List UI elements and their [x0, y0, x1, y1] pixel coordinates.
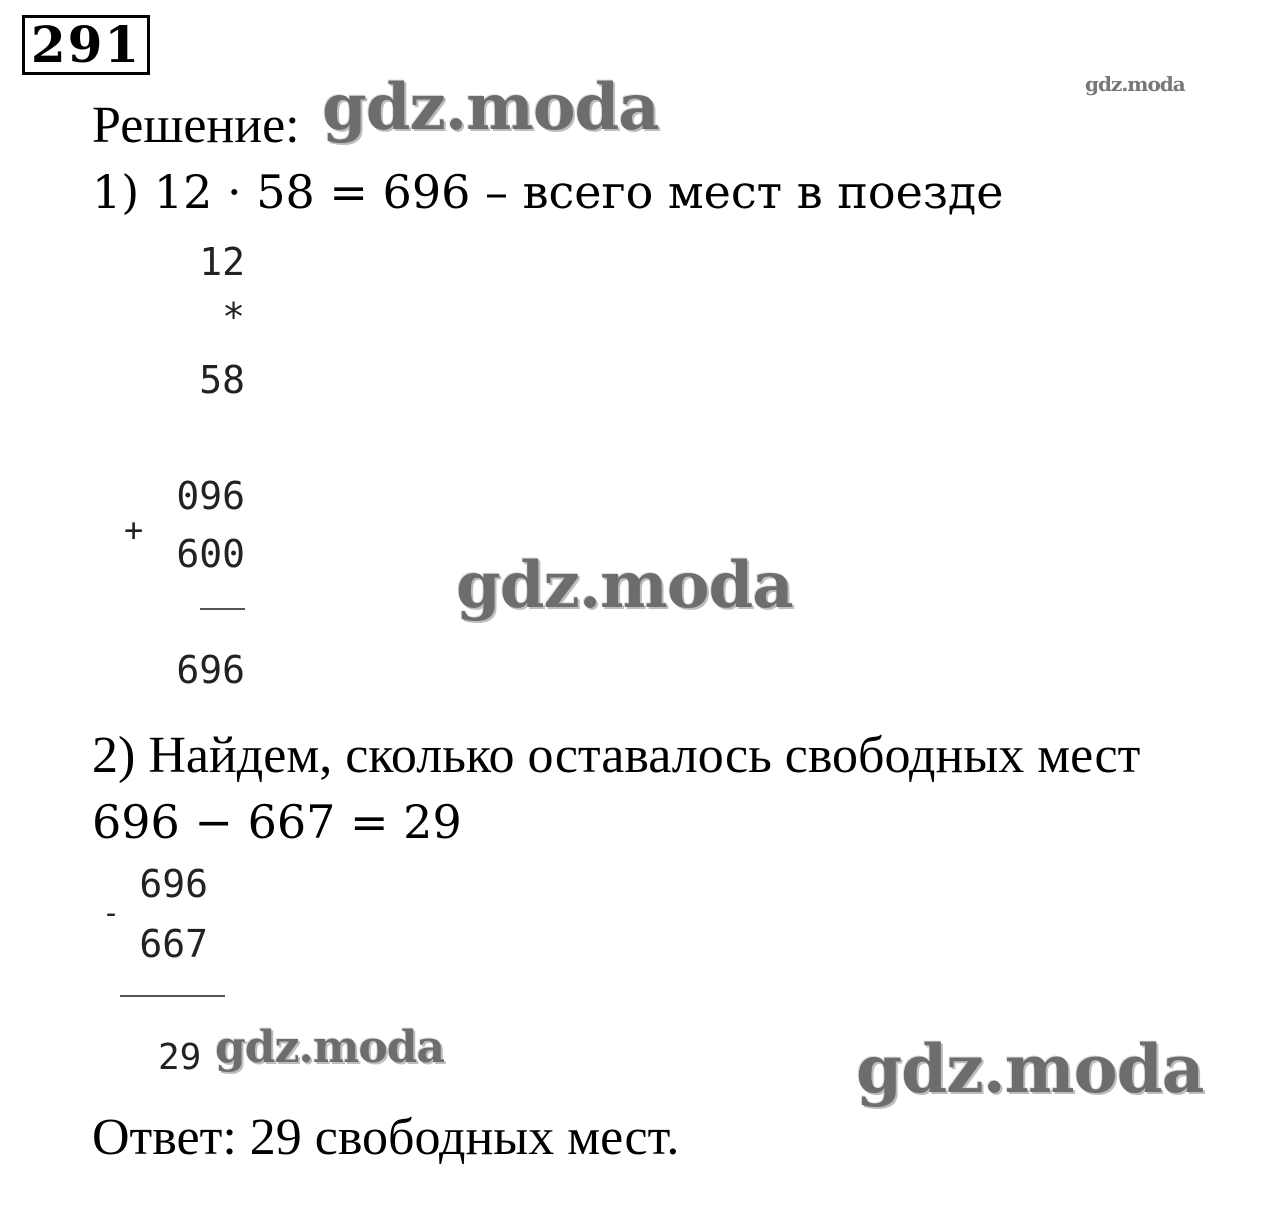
- answer-line: Ответ: 29 свободных мест.: [92, 1109, 680, 1166]
- sub-rule: [120, 995, 225, 997]
- watermark-inline: gdz.moda: [215, 1022, 445, 1073]
- watermark-header: gdz.moda: [322, 70, 659, 145]
- solution-label: Решение:: [92, 97, 300, 154]
- sub-bottom: 667: [139, 922, 208, 966]
- mult-bottom: 58: [199, 358, 245, 402]
- sub-result: 29: [158, 1037, 202, 1078]
- step2-line: 2) Найдем, сколько оставалось свободных мест: [92, 727, 1141, 784]
- partial-1: 096: [176, 474, 245, 518]
- mult-operator: *: [222, 295, 245, 339]
- step2-equation: 696 − 667 = 29: [92, 795, 462, 849]
- partial-sign: +: [124, 511, 144, 549]
- sub-operator: -: [102, 896, 121, 931]
- sub-top: 696: [139, 862, 208, 906]
- mult-result: 696: [176, 648, 245, 692]
- partial-sum-rule: [200, 608, 245, 610]
- problem-number: 291: [22, 15, 150, 75]
- step1-line: 1) 12 · 58 = 696 – всего мест в поезде: [92, 165, 1004, 219]
- watermark-middle: gdz.moda: [456, 548, 793, 623]
- mult-top: 12: [199, 240, 245, 284]
- watermark-bottom: gdz.moda: [856, 1030, 1204, 1108]
- watermark-small: gdz.moda: [1085, 72, 1185, 96]
- partial-2: 600: [176, 532, 245, 576]
